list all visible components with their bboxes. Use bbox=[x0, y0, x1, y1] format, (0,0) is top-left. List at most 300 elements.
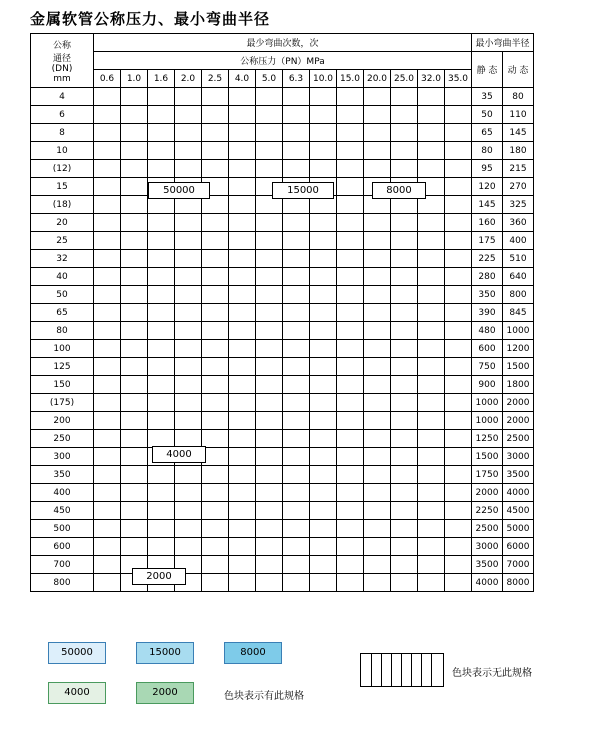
spec-cell bbox=[310, 412, 337, 430]
spec-cell bbox=[418, 376, 445, 394]
spec-cell bbox=[148, 304, 175, 322]
static-radius-header: 静 态 bbox=[472, 52, 503, 88]
spec-cell bbox=[418, 502, 445, 520]
spec-cell bbox=[391, 250, 418, 268]
spec-cell bbox=[229, 520, 256, 538]
table-row bbox=[31, 286, 534, 304]
dn-value: 50 bbox=[31, 286, 94, 304]
spec-cell bbox=[445, 142, 472, 160]
spec-cell bbox=[229, 232, 256, 250]
spec-cell bbox=[337, 538, 364, 556]
spec-cell bbox=[364, 160, 391, 178]
spec-cell bbox=[283, 322, 310, 340]
spec-cell bbox=[148, 250, 175, 268]
spec-cell bbox=[310, 160, 337, 178]
spec-cell bbox=[364, 466, 391, 484]
spec-cell bbox=[175, 124, 202, 142]
spec-cell bbox=[121, 394, 148, 412]
spec-cell bbox=[121, 358, 148, 376]
spec-cell bbox=[94, 358, 121, 376]
spec-cell bbox=[175, 160, 202, 178]
spec-cell bbox=[418, 574, 445, 592]
table-row bbox=[31, 520, 534, 538]
spec-cell bbox=[418, 466, 445, 484]
spec-cell bbox=[283, 232, 310, 250]
spec-cell bbox=[121, 466, 148, 484]
dn-value: 125 bbox=[31, 358, 94, 376]
dynamic-radius-value: 2500 bbox=[503, 430, 534, 448]
dynamic-radius-value: 7000 bbox=[503, 556, 534, 574]
spec-cell bbox=[121, 322, 148, 340]
spec-cell bbox=[310, 376, 337, 394]
spec-cell bbox=[94, 412, 121, 430]
dn-value: 80 bbox=[31, 322, 94, 340]
spec-cell bbox=[283, 574, 310, 592]
spec-cell bbox=[391, 466, 418, 484]
static-radius-value: 2500 bbox=[472, 520, 503, 538]
dn-value: (12) bbox=[31, 160, 94, 178]
static-radius-value: 1250 bbox=[472, 430, 503, 448]
spec-cell bbox=[256, 502, 283, 520]
static-radius-value: 2250 bbox=[472, 502, 503, 520]
spec-cell bbox=[175, 376, 202, 394]
spec-cell bbox=[337, 304, 364, 322]
spec-cell bbox=[283, 394, 310, 412]
spec-cell bbox=[418, 412, 445, 430]
spec-cell bbox=[202, 574, 229, 592]
spec-cell bbox=[283, 286, 310, 304]
dn-value: 300 bbox=[31, 448, 94, 466]
spec-cell bbox=[391, 88, 418, 106]
static-radius-value: 80 bbox=[472, 142, 503, 160]
table-row bbox=[31, 250, 534, 268]
spec-cell bbox=[391, 376, 418, 394]
spec-cell bbox=[148, 88, 175, 106]
spec-cell bbox=[310, 394, 337, 412]
spec-cell bbox=[229, 142, 256, 160]
spec-cell bbox=[337, 160, 364, 178]
spec-cell bbox=[229, 178, 256, 196]
dn-header-line-2: 通径 bbox=[52, 53, 71, 64]
spec-cell bbox=[148, 160, 175, 178]
spec-cell bbox=[391, 142, 418, 160]
table-row bbox=[31, 106, 534, 124]
dn-value: 20 bbox=[31, 214, 94, 232]
spec-cell bbox=[175, 358, 202, 376]
spec-cell bbox=[121, 448, 148, 466]
spec-cell bbox=[445, 394, 472, 412]
spec-cell bbox=[391, 520, 418, 538]
spec-cell bbox=[121, 340, 148, 358]
spec-cell bbox=[445, 412, 472, 430]
static-radius-value: 350 bbox=[472, 286, 503, 304]
bend-times-header: 最少弯曲次数，次 bbox=[94, 34, 472, 52]
static-radius-value: 50 bbox=[472, 106, 503, 124]
spec-cell bbox=[445, 160, 472, 178]
callout-label: 4000 bbox=[152, 446, 206, 463]
spec-cell bbox=[445, 250, 472, 268]
spec-cell bbox=[202, 232, 229, 250]
spec-cell bbox=[229, 538, 256, 556]
spec-cell bbox=[310, 286, 337, 304]
spec-cell bbox=[256, 106, 283, 124]
dynamic-radius-value: 1800 bbox=[503, 376, 534, 394]
spec-cell bbox=[445, 448, 472, 466]
spec-cell bbox=[202, 286, 229, 304]
dn-value: 800 bbox=[31, 574, 94, 592]
dn-value: 32 bbox=[31, 250, 94, 268]
spec-cell bbox=[148, 376, 175, 394]
dn-value: 4 bbox=[31, 88, 94, 106]
spec-cell bbox=[94, 178, 121, 196]
callout-label: 50000 bbox=[148, 182, 210, 199]
spec-cell bbox=[418, 232, 445, 250]
spec-cell bbox=[256, 358, 283, 376]
spec-cell bbox=[418, 340, 445, 358]
table-row bbox=[31, 466, 534, 484]
spec-cell bbox=[148, 142, 175, 160]
spec-cell bbox=[256, 412, 283, 430]
static-radius-value: 750 bbox=[472, 358, 503, 376]
pressure-col-header: 2.0 bbox=[175, 70, 202, 88]
pressure-col-header: 0.6 bbox=[94, 70, 121, 88]
static-radius-value: 900 bbox=[472, 376, 503, 394]
dn-header-line-4: mm bbox=[53, 73, 71, 84]
spec-cell bbox=[337, 286, 364, 304]
spec-cell bbox=[121, 286, 148, 304]
dn-value: 700 bbox=[31, 556, 94, 574]
page-title: 金属软管公称压力、最小弯曲半径 bbox=[30, 10, 271, 28]
spec-cell bbox=[256, 142, 283, 160]
spec-cell bbox=[256, 556, 283, 574]
spec-cell bbox=[445, 340, 472, 358]
spec-cell bbox=[445, 232, 472, 250]
spec-cell bbox=[256, 232, 283, 250]
spec-cell bbox=[418, 160, 445, 178]
static-radius-value: 3500 bbox=[472, 556, 503, 574]
spec-cell bbox=[337, 556, 364, 574]
spec-cell bbox=[445, 466, 472, 484]
spec-cell bbox=[337, 376, 364, 394]
table-row bbox=[31, 268, 534, 286]
spec-cell bbox=[283, 250, 310, 268]
dynamic-radius-value: 8000 bbox=[503, 574, 534, 592]
spec-cell bbox=[175, 268, 202, 286]
spec-cell bbox=[310, 358, 337, 376]
static-radius-value: 4000 bbox=[472, 574, 503, 592]
spec-cell bbox=[148, 394, 175, 412]
pressure-col-header: 4.0 bbox=[229, 70, 256, 88]
spec-cell bbox=[256, 322, 283, 340]
dn-header-line-1: 公称 bbox=[52, 40, 71, 51]
dn-value: 500 bbox=[31, 520, 94, 538]
spec-cell bbox=[418, 556, 445, 574]
spec-cell bbox=[175, 394, 202, 412]
spec-cell bbox=[337, 394, 364, 412]
spec-cell bbox=[364, 340, 391, 358]
spec-cell bbox=[94, 484, 121, 502]
spec-cell bbox=[310, 520, 337, 538]
spec-cell bbox=[445, 106, 472, 124]
spec-cell bbox=[256, 448, 283, 466]
spec-cell bbox=[256, 160, 283, 178]
spec-cell bbox=[94, 214, 121, 232]
spec-cell bbox=[391, 106, 418, 124]
spec-cell bbox=[391, 160, 418, 178]
spec-cell bbox=[94, 142, 121, 160]
spec-cell bbox=[337, 412, 364, 430]
spec-cell bbox=[418, 124, 445, 142]
spec-cell bbox=[202, 142, 229, 160]
spec-cell bbox=[175, 322, 202, 340]
spec-cell bbox=[202, 322, 229, 340]
spec-cell bbox=[202, 340, 229, 358]
table-header bbox=[31, 34, 534, 88]
spec-cell bbox=[121, 106, 148, 124]
spec-cell bbox=[175, 520, 202, 538]
spec-cell bbox=[418, 448, 445, 466]
spec-cell bbox=[364, 448, 391, 466]
spec-cell bbox=[175, 142, 202, 160]
spec-cell bbox=[202, 556, 229, 574]
spec-cell bbox=[175, 250, 202, 268]
spec-cell bbox=[121, 178, 148, 196]
table-row bbox=[31, 142, 534, 160]
spec-cell bbox=[445, 484, 472, 502]
spec-cell bbox=[391, 574, 418, 592]
spec-cell bbox=[283, 340, 310, 358]
dn-value: 65 bbox=[31, 304, 94, 322]
table-row bbox=[31, 484, 534, 502]
spec-cell bbox=[364, 88, 391, 106]
spec-cell bbox=[364, 322, 391, 340]
spec-cell bbox=[229, 376, 256, 394]
spec-cell bbox=[229, 340, 256, 358]
dn-value: 250 bbox=[31, 430, 94, 448]
spec-cell bbox=[283, 160, 310, 178]
spec-cell bbox=[337, 106, 364, 124]
spec-cell bbox=[364, 520, 391, 538]
static-radius-value: 1500 bbox=[472, 448, 503, 466]
spec-cell bbox=[310, 268, 337, 286]
pressure-col-header: 25.0 bbox=[391, 70, 418, 88]
dn-value: 150 bbox=[31, 376, 94, 394]
spec-cell bbox=[337, 124, 364, 142]
spec-cell bbox=[229, 286, 256, 304]
spec-cell bbox=[256, 484, 283, 502]
spec-cell bbox=[229, 196, 256, 214]
spec-cell bbox=[310, 106, 337, 124]
static-radius-value: 1000 bbox=[472, 412, 503, 430]
spec-cell bbox=[148, 412, 175, 430]
spec-cell bbox=[256, 88, 283, 106]
spec-cell bbox=[391, 322, 418, 340]
spec-cell bbox=[337, 520, 364, 538]
spec-cell bbox=[229, 304, 256, 322]
spec-cell bbox=[391, 304, 418, 322]
dynamic-radius-value: 180 bbox=[503, 142, 534, 160]
spec-cell bbox=[94, 232, 121, 250]
dn-value: 25 bbox=[31, 232, 94, 250]
table-row bbox=[31, 574, 534, 592]
pressure-col-header: 20.0 bbox=[364, 70, 391, 88]
spec-cell bbox=[418, 250, 445, 268]
spec-cell bbox=[202, 250, 229, 268]
dynamic-radius-value: 3500 bbox=[503, 466, 534, 484]
spec-cell bbox=[337, 466, 364, 484]
spec-cell bbox=[418, 538, 445, 556]
dynamic-radius-value: 400 bbox=[503, 232, 534, 250]
dynamic-radius-value: 2000 bbox=[503, 412, 534, 430]
spec-cell bbox=[148, 322, 175, 340]
spec-cell bbox=[283, 520, 310, 538]
spec-cell bbox=[121, 376, 148, 394]
spec-cell bbox=[94, 430, 121, 448]
spec-cell bbox=[94, 250, 121, 268]
spec-cell bbox=[364, 394, 391, 412]
dynamic-radius-value: 1200 bbox=[503, 340, 534, 358]
spec-cell bbox=[364, 286, 391, 304]
table-row bbox=[31, 448, 534, 466]
spec-cell bbox=[148, 502, 175, 520]
dn-value: 400 bbox=[31, 484, 94, 502]
spec-cell bbox=[202, 304, 229, 322]
spec-cell bbox=[175, 466, 202, 484]
spec-cell bbox=[202, 502, 229, 520]
table-row bbox=[31, 214, 534, 232]
spec-cell bbox=[283, 484, 310, 502]
spec-cell bbox=[229, 160, 256, 178]
dynamic-radius-value: 110 bbox=[503, 106, 534, 124]
spec-cell bbox=[229, 448, 256, 466]
spec-cell bbox=[364, 574, 391, 592]
spec-cell bbox=[202, 520, 229, 538]
dn-value: 200 bbox=[31, 412, 94, 430]
dynamic-radius-value: 1500 bbox=[503, 358, 534, 376]
spec-cell bbox=[121, 412, 148, 430]
spec-cell bbox=[175, 214, 202, 232]
spec-cell bbox=[310, 574, 337, 592]
spec-cell bbox=[445, 214, 472, 232]
pressure-col-header: 10.0 bbox=[310, 70, 337, 88]
spec-cell bbox=[175, 304, 202, 322]
spec-cell bbox=[94, 106, 121, 124]
spec-cell bbox=[256, 520, 283, 538]
spec-cell bbox=[175, 88, 202, 106]
spec-cell bbox=[418, 304, 445, 322]
static-radius-value: 145 bbox=[472, 196, 503, 214]
spec-cell bbox=[175, 430, 202, 448]
spec-cell bbox=[445, 520, 472, 538]
spec-cell bbox=[202, 214, 229, 232]
spec-cell bbox=[337, 232, 364, 250]
spec-cell bbox=[364, 106, 391, 124]
spec-cell bbox=[283, 448, 310, 466]
static-radius-value: 1000 bbox=[472, 394, 503, 412]
spec-cell bbox=[310, 430, 337, 448]
bend-radius-header: 最小弯曲半径 bbox=[472, 34, 534, 52]
spec-cell bbox=[148, 430, 175, 448]
spec-cell bbox=[256, 538, 283, 556]
spec-cell bbox=[310, 538, 337, 556]
spec-cell bbox=[283, 124, 310, 142]
header-row-1 bbox=[31, 34, 534, 52]
spec-cell bbox=[94, 268, 121, 286]
spec-cell bbox=[337, 574, 364, 592]
spec-cell bbox=[364, 214, 391, 232]
legend-no-spec-text: 色块表示无此规格 bbox=[452, 668, 532, 679]
spec-cell bbox=[229, 214, 256, 232]
spec-cell bbox=[418, 214, 445, 232]
spec-cell bbox=[229, 322, 256, 340]
spec-cell bbox=[391, 232, 418, 250]
spec-cell bbox=[148, 484, 175, 502]
spec-cell bbox=[418, 358, 445, 376]
dynamic-radius-value: 4000 bbox=[503, 484, 534, 502]
spec-cell bbox=[337, 448, 364, 466]
spec-cell bbox=[364, 250, 391, 268]
spec-cell bbox=[229, 358, 256, 376]
dn-value: 100 bbox=[31, 340, 94, 358]
spec-cell bbox=[337, 340, 364, 358]
spec-cell bbox=[418, 430, 445, 448]
spec-cell bbox=[94, 538, 121, 556]
spec-cell bbox=[283, 538, 310, 556]
spec-cell bbox=[256, 574, 283, 592]
spec-cell bbox=[256, 286, 283, 304]
spec-cell bbox=[121, 214, 148, 232]
spec-cell bbox=[229, 88, 256, 106]
spec-cell bbox=[445, 538, 472, 556]
spec-cell bbox=[445, 268, 472, 286]
spec-cell bbox=[337, 196, 364, 214]
spec-cell bbox=[121, 538, 148, 556]
spec-cell bbox=[364, 358, 391, 376]
table-row bbox=[31, 502, 534, 520]
spec-cell bbox=[202, 394, 229, 412]
spec-cell bbox=[391, 214, 418, 232]
spec-cell bbox=[418, 394, 445, 412]
spec-cell bbox=[121, 124, 148, 142]
spec-cell bbox=[391, 268, 418, 286]
spec-cell bbox=[175, 538, 202, 556]
spec-cell bbox=[94, 520, 121, 538]
spec-cell bbox=[337, 484, 364, 502]
spec-cell bbox=[418, 286, 445, 304]
spec-cell bbox=[121, 484, 148, 502]
spec-cell bbox=[445, 574, 472, 592]
dynamic-radius-value: 1000 bbox=[503, 322, 534, 340]
spec-cell bbox=[418, 88, 445, 106]
spec-cell bbox=[337, 322, 364, 340]
spec-cell bbox=[94, 466, 121, 484]
spec-cell bbox=[229, 268, 256, 286]
spec-cell bbox=[445, 88, 472, 106]
spec-cell bbox=[148, 106, 175, 124]
dn-value: (18) bbox=[31, 196, 94, 214]
table-row bbox=[31, 394, 534, 412]
spec-cell bbox=[256, 268, 283, 286]
spec-cell bbox=[121, 232, 148, 250]
static-radius-value: 480 bbox=[472, 322, 503, 340]
spec-cell bbox=[337, 142, 364, 160]
static-radius-value: 390 bbox=[472, 304, 503, 322]
spec-cell bbox=[94, 556, 121, 574]
spec-cell bbox=[175, 502, 202, 520]
spec-cell bbox=[256, 250, 283, 268]
spec-cell bbox=[94, 304, 121, 322]
spec-cell bbox=[229, 574, 256, 592]
